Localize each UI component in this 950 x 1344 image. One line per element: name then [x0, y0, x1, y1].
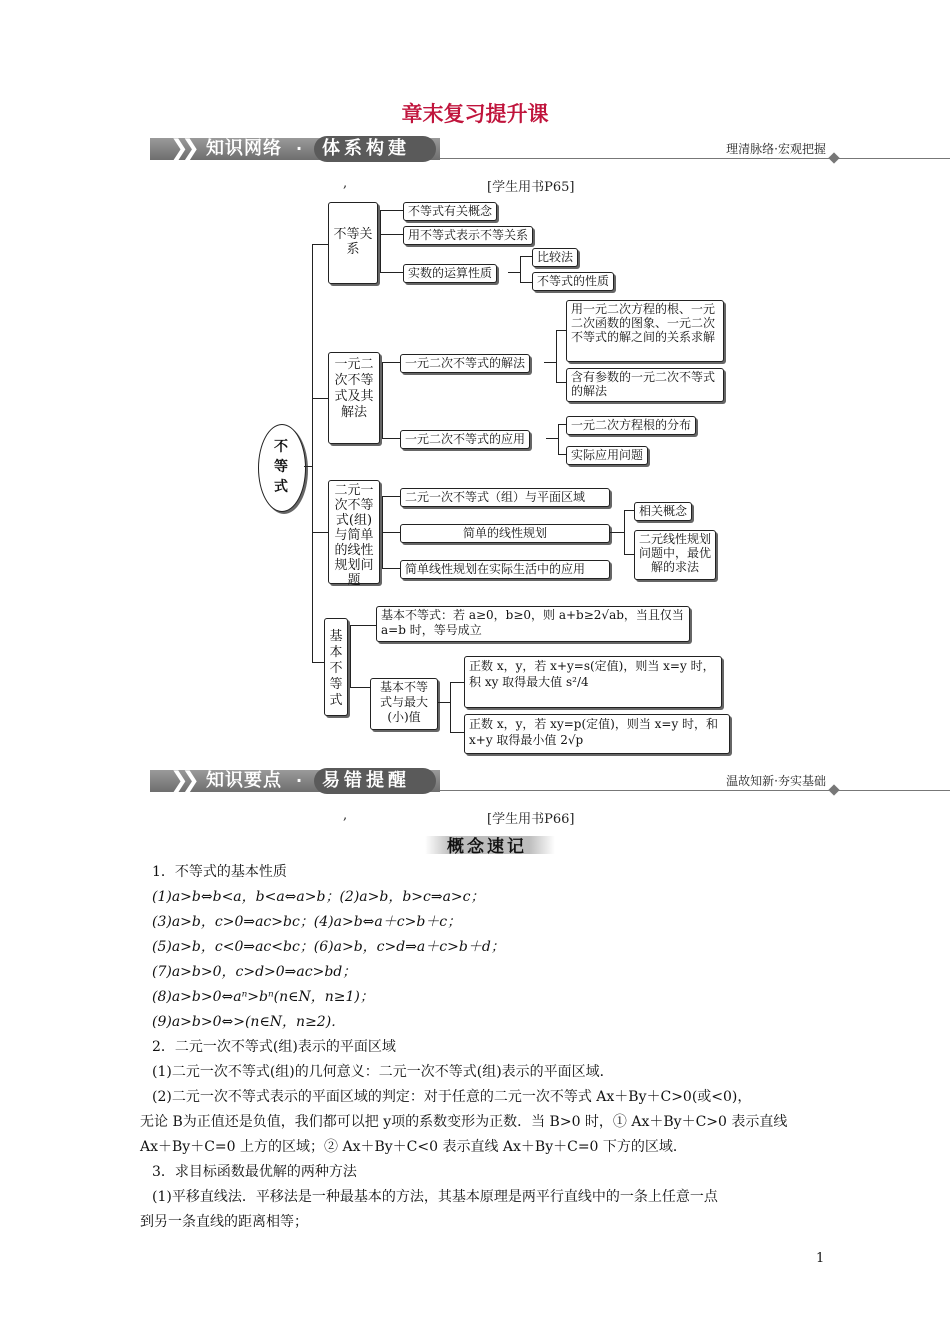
comma-mark: ,: [343, 808, 348, 823]
banner-dot: ·: [296, 139, 303, 158]
text-line: (1)二元一次不等式(组)的几何意义：二元一次不等式(组)表示的平面区域．: [152, 1064, 614, 1080]
text-line: (1)a>b⇔b<a，b<a⇔a>b；(2)a>b，b>c⇒a>c；: [152, 889, 485, 905]
node-practical-problem: 实际应用问题: [566, 446, 648, 465]
concept-heading: [425, 832, 555, 856]
banner-left-text: 知识网络: [206, 138, 282, 159]
text-line: 2．二元一次不等式(组)表示的平面区域: [152, 1039, 396, 1055]
node-planar-region: 二元一次不等式（组）与平面区域: [400, 488, 610, 507]
node-lp-application: 简单线性规划在实际生活中的应用: [400, 560, 610, 579]
diamond-icon: [828, 152, 839, 163]
banner-dot: ·: [296, 771, 303, 790]
text-line: 1．不等式的基本性质: [152, 864, 287, 880]
node-real-ops: 实数的运算性质: [403, 264, 497, 283]
student-book-ref: [学生用书P66]: [487, 812, 575, 827]
banner-tag: 理清脉络·宏观把握: [726, 142, 826, 156]
node-param-solve: 含有参数的一元二次不等式的解法: [566, 368, 724, 402]
banner-right-text: 易错提醒: [322, 770, 410, 791]
branch-linear-programming: 二元一次不等式(组)与简单的线性规划问题: [328, 480, 380, 584]
chevron-icon: ❯❯: [170, 768, 193, 793]
text-line: 无论 B为正值还是负值，我们都可以把 y项的系数变形为正数．当 B>0 时，① Ax＋By＋C>0 表示直线: [140, 1114, 788, 1130]
banner-left-text: 知识要点: [206, 770, 282, 791]
branch-basic-inequality: 基本不等式: [324, 618, 348, 716]
node-quadratic-apply: 一元二次不等式的应用: [400, 430, 530, 449]
banner-tag: 温故知新·夯实基础: [726, 774, 826, 788]
node-min-value: 正数 x，y，若 xy=p(定值)，则当 x=y 时，和 x+y 取得最小值 2√p: [464, 714, 730, 754]
node-related-concepts: 相关概念: [634, 502, 692, 521]
node-max-value: 正数 x，y，若 x+y=s(定值)，则当 x=y 时，积 xy 取得最大值 s²/4: [464, 656, 722, 708]
text-line: (2)二元一次不等式表示的平面区域的判定：对于任意的二元一次不等式 Ax＋By＋C>0(或<0)，: [152, 1089, 752, 1105]
concept-heading-text: 概念速记: [447, 837, 527, 857]
diamond-icon: [828, 784, 839, 795]
comma-mark: ,: [343, 176, 348, 191]
text-line: 到另一条直线的距离相等；: [140, 1214, 308, 1230]
root-label: 不等式: [274, 439, 288, 495]
text-line: (3)a>b，c>0⇒ac>bc；(4)a>b⇔a＋c>b＋c；: [152, 914, 462, 930]
node-represent: 用不等式表示不等关系: [403, 226, 533, 245]
text-line: (8)a>b>0⇔aⁿ>bⁿ(n∈N，n≥1)；: [152, 989, 374, 1005]
node-optimal-solution: 二元线性规划问题中，最优解的求法: [634, 530, 716, 580]
text-line: (7)a>b>0，c>d>0⇒ac>bd；: [152, 964, 357, 980]
text-line: Ax＋By＋C=0 上方的区域；② Ax＋By＋C<0 表示直线 Ax＋By＋C=0 下方的区域．: [140, 1139, 687, 1155]
node-root-distribution: 一元二次方程根的分布: [566, 416, 696, 435]
text-line: (1)平移直线法．平移法是一种最基本的方法，其基本原理是两平行直线中的一条上任意一点: [152, 1189, 718, 1205]
node-max-min: 基本不等式与最大(小)值: [370, 678, 438, 730]
node-compare: 比较法: [532, 248, 578, 267]
page-number: 1: [816, 1251, 825, 1266]
node-simple-lp: 简单的线性规划: [400, 524, 610, 543]
node-properties: 不等式的性质: [532, 272, 614, 291]
section-banner-network: [150, 136, 840, 162]
page-title: 章末复习提升课: [401, 102, 549, 126]
chevron-icon: ❯❯: [170, 136, 193, 161]
node-concept: 不等式有关概念: [403, 202, 497, 221]
branch-quadratic: 一元二次不等式及其解法: [328, 352, 380, 444]
student-book-ref: [学生用书P65]: [487, 180, 575, 195]
branch-inequality-relation: 不等关系: [328, 202, 378, 284]
node-quadratic-solve: 一元二次不等式的解法: [400, 354, 530, 373]
text-line: (9)a>b>0⇔>(n∈N，n≥2)．: [152, 1014, 346, 1030]
text-line: (5)a>b，c<0⇒ac<bc；(6)a>b，c>d⇒a＋c>b＋d；: [152, 939, 505, 955]
banner-right-text: 体系构建: [322, 138, 410, 159]
node-basic-inequality-statement: 基本不等式：若 a≥0，b≥0，则 a+b≥2√ab，当且仅当 a=b 时，等号成立: [376, 606, 690, 642]
text-line: 3．求目标函数最优解的两种方法: [152, 1164, 357, 1180]
node-relation-solve: 用一元二次方程的根、一元二次函数的图象、一元二次不等式的解之间的关系求解: [566, 300, 724, 362]
section-banner-points: [150, 768, 840, 794]
